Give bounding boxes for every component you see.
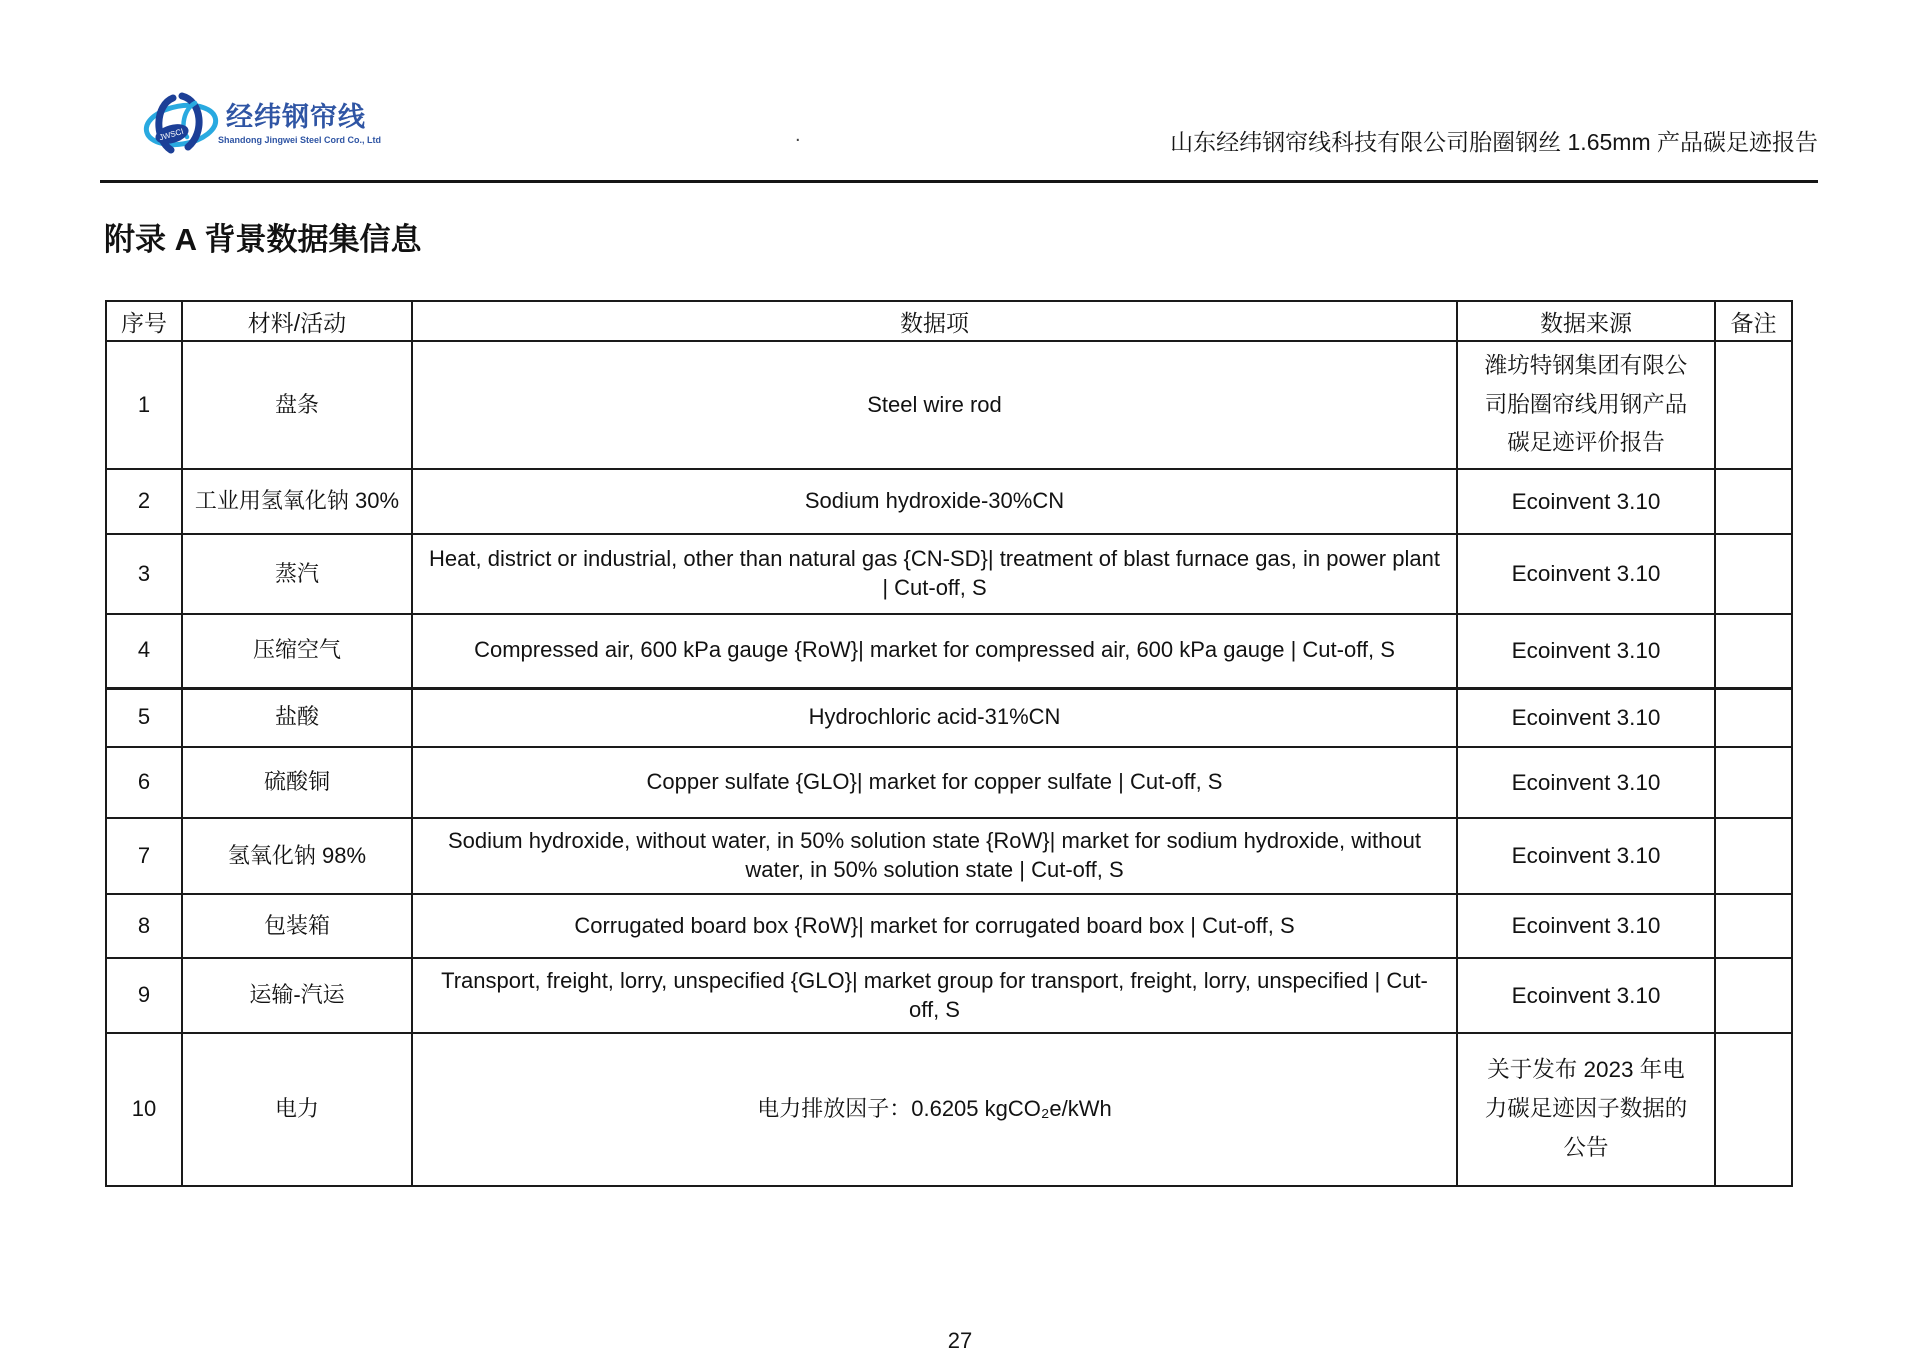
table-row	[106, 341, 1792, 469]
cell-note	[1715, 894, 1792, 958]
table-row	[106, 1033, 1792, 1186]
cell-material: 蒸汽	[182, 534, 412, 614]
cell-note	[1715, 469, 1792, 534]
table-row	[106, 747, 1792, 818]
cell-item: Transport, freight, lorry, unspecified {GLO}| market group for transport, freight, lorry, unspecified | Cut-off, S	[412, 958, 1457, 1033]
company-logo	[142, 92, 381, 156]
company-name-en: Shandong Jingwei Steel Cord Co., Ltd	[218, 134, 382, 145]
cell-note	[1715, 958, 1792, 1033]
cell-material: 运输-汽运	[182, 958, 412, 1033]
table-row	[106, 958, 1792, 1033]
table-row	[106, 614, 1792, 688]
cell-item: Hydrochloric acid-31%CN	[412, 688, 1457, 747]
cell-no: 5	[106, 688, 182, 747]
cell-source: Ecoinvent 3.10	[1457, 958, 1715, 1033]
cell-no: 6	[106, 747, 182, 818]
cell-material: 工业用氢氧化钠 30%	[182, 469, 412, 534]
cell-no: 3	[106, 534, 182, 614]
col-header-material: 材料/活动	[182, 301, 412, 341]
cell-item: Heat, district or industrial, other than natural gas {CN-SD}| treatment of blast furnace gas, in power plant | Cut-off, S	[412, 534, 1457, 614]
cell-source: Ecoinvent 3.10	[1457, 688, 1715, 747]
cell-material: 盐酸	[182, 688, 412, 747]
cell-no: 8	[106, 894, 182, 958]
globe-icon	[142, 92, 220, 156]
cell-no: 7	[106, 818, 182, 894]
background-dataset-table	[105, 300, 1793, 1187]
cell-item: Corrugated board box {RoW}| market for corrugated board box | Cut-off, S	[412, 894, 1457, 958]
table-row	[106, 818, 1792, 894]
section-title: 附录 A 背景数据集信息	[104, 222, 422, 257]
document-header-title: 山东经纬钢帘线科技有限公司胎圈钢丝 1.65mm 产品碳足迹报告	[1170, 129, 1818, 155]
cell-source: Ecoinvent 3.10	[1457, 469, 1715, 534]
col-header-item: 数据项	[412, 301, 1457, 341]
col-header-note: 备注	[1715, 301, 1792, 341]
cell-source: 关于发布 2023 年电力碳足迹因子数据的公告	[1457, 1033, 1715, 1186]
table-row	[106, 688, 1792, 747]
table-header-row	[106, 301, 1792, 341]
header-divider	[100, 180, 1818, 183]
cell-item: Copper sulfate {GLO}| market for copper sulfate | Cut-off, S	[412, 747, 1457, 818]
cell-no: 10	[106, 1033, 182, 1186]
cell-no: 4	[106, 614, 182, 688]
cell-source: Ecoinvent 3.10	[1457, 534, 1715, 614]
col-header-source: 数据来源	[1457, 301, 1715, 341]
cell-source: Ecoinvent 3.10	[1457, 614, 1715, 688]
cell-no: 1	[106, 341, 182, 469]
cell-no: 2	[106, 469, 182, 534]
cell-item: Compressed air, 600 kPa gauge {RoW}| market for compressed air, 600 kPa gauge | Cut-off, S	[412, 614, 1457, 688]
stray-dot: .	[795, 124, 801, 146]
cell-note	[1715, 688, 1792, 747]
cell-note	[1715, 747, 1792, 818]
cell-note	[1715, 1033, 1792, 1186]
table-container	[105, 300, 1791, 1187]
cell-material: 氢氧化钠 98%	[182, 818, 412, 894]
cell-source: 潍坊特钢集团有限公司胎圈帘线用钢产品碳足迹评价报告	[1457, 341, 1715, 469]
cell-source: Ecoinvent 3.10	[1457, 894, 1715, 958]
logo-text	[218, 102, 382, 145]
table-row	[106, 534, 1792, 614]
company-name-cn: 经纬钢帘线	[226, 102, 366, 133]
cell-item: Sodium hydroxide-30%CN	[412, 469, 1457, 534]
cell-note	[1715, 341, 1792, 469]
page-number: 27	[947, 1328, 973, 1353]
cell-material: 电力	[182, 1033, 412, 1186]
cell-material: 盘条	[182, 341, 412, 469]
cell-material: 硫酸铜	[182, 747, 412, 818]
logo-monogram: JWSCI	[158, 126, 185, 143]
cell-note	[1715, 534, 1792, 614]
cell-item: 电力排放因子：0.6205 kgCO₂e/kWh	[412, 1033, 1457, 1186]
cell-no: 9	[106, 958, 182, 1033]
cell-material: 压缩空气	[182, 614, 412, 688]
cell-note	[1715, 614, 1792, 688]
cell-item: Steel wire rod	[412, 341, 1457, 469]
cell-source: Ecoinvent 3.10	[1457, 818, 1715, 894]
cell-item: Sodium hydroxide, without water, in 50% solution state {RoW}| market for sodium hydroxide, without water, in 50% solution state | Cut-off, S	[412, 818, 1457, 894]
table-row	[106, 894, 1792, 958]
cell-source: Ecoinvent 3.10	[1457, 747, 1715, 818]
cell-note	[1715, 818, 1792, 894]
col-header-no: 序号	[106, 301, 182, 341]
table-row	[106, 469, 1792, 534]
cell-material: 包装箱	[182, 894, 412, 958]
